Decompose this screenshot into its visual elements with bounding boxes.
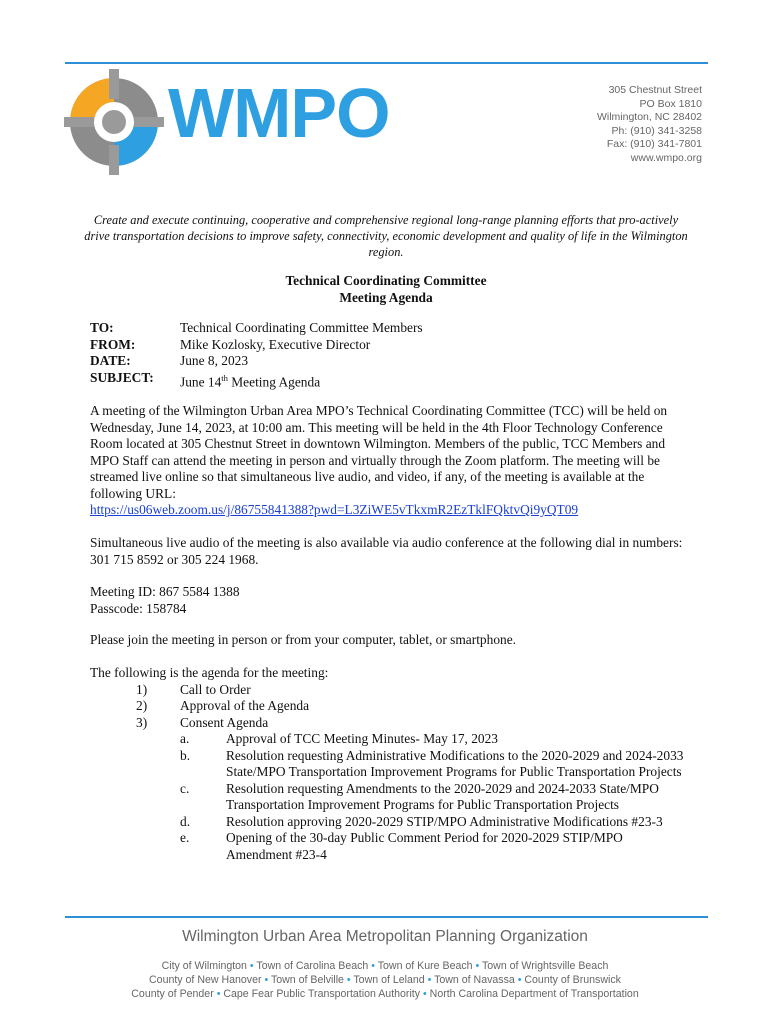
member-city-of-wilmington: City of Wilmington (161, 960, 247, 972)
agenda-item (90, 698, 690, 715)
consent-item (90, 830, 690, 863)
consent-item-text: Resolution requesting Amendments to the 2020-2029 and 2024-2033 State/MPO Transportation Improvement Programs for Public Transportation Projects (226, 780, 659, 812)
memo-date-label: DATE: (90, 353, 131, 368)
meeting-id: Meeting ID: 867 5584 1388 (90, 584, 240, 599)
consent-item (90, 781, 690, 814)
agenda-item-text: Call to Order (180, 681, 251, 697)
bullet-icon: • (264, 974, 269, 986)
join-paragraph: Please join the meeting in person or from your computer, tablet, or smartphone. (90, 632, 516, 647)
header-rule (65, 62, 708, 64)
consent-item (90, 731, 690, 748)
subject-superscript: th (221, 372, 228, 383)
bullet-icon: • (427, 974, 432, 986)
memo-to-label: TO: (90, 320, 114, 335)
consent-item (90, 748, 690, 781)
audio-paragraph: Simultaneous live audio of the meeting is also available via audio conference at the following dial in numbers: 301 715 8592 or 305 224 1968. (90, 535, 683, 567)
consent-item-letter: a. (180, 731, 190, 746)
member-cfpta: Cape Fear Public Transportation Authority (223, 988, 421, 1000)
agenda-item-number: 1) (136, 681, 148, 697)
agenda-intro: The following is the agenda for the meeting: (90, 665, 329, 680)
wmpo-logo-icon (64, 69, 164, 175)
letterhead-address (597, 84, 702, 165)
bullet-icon: • (249, 960, 254, 972)
address-line: Ph: (910) 341-3258 (611, 124, 702, 137)
bullet-icon: • (423, 988, 427, 1000)
footer-organization: Wilmington Urban Area Metropolitan Planning Organization (182, 928, 588, 945)
memo-from-value: Mike Kozlosky, Executive Director (180, 336, 371, 352)
bullet-icon: • (371, 960, 375, 972)
meeting-description: A meeting of the Wilmington Urban Area MPO’s Technical Coordinating Committee (TCC) will be held on Wednesday, June 14, 2023, at 10:00 am. This meeting will be held in the 4th Floor Technology Conference Room located at 305 Chestnut Street in downtown Wilmington. Members of the public, TCC Members and MPO Staff can attend the meeting in person and virtually through the Zoom platform. The meeting will be streamed live online so that simultaneous live audio, and video, if any, of the meeting is available at the following URL: (90, 403, 668, 501)
meeting-paragraph (90, 403, 690, 519)
agenda-item-number: 2) (136, 698, 148, 713)
subject-rest: Meeting Agenda (227, 373, 321, 389)
member-navassa: Town of Navassa (434, 974, 515, 986)
footer-line-1 (0, 959, 770, 973)
consent-item-letter: c. (180, 780, 190, 796)
agenda-item-number: 3) (136, 714, 148, 730)
memo-date-row (90, 353, 423, 370)
member-new-hanover: County of New Hanover (149, 974, 262, 986)
wmpo-logo-text: WMPO (168, 74, 390, 152)
consent-item-letter: b. (180, 747, 191, 763)
meeting-credentials (90, 584, 690, 617)
bullet-icon: • (346, 974, 351, 986)
footer-line-3 (0, 987, 770, 1001)
agenda-item-text: Consent Agenda (180, 714, 269, 730)
memo-to-row (90, 320, 423, 337)
zoom-link[interactable]: https://us06web.zoom.us/j/86755841388?pwd=L3ZiWE5vTkxmR2EzTklFQktvQi9yQT09 (90, 502, 579, 517)
consent-item-text: Resolution approving 2020-2029 STIP/MPO Administrative Modifications #23-3 (226, 813, 663, 829)
passcode: Passcode: 158784 (90, 600, 187, 616)
bullet-icon: • (216, 988, 221, 1000)
title-line-2: Meeting Agenda (339, 289, 433, 305)
address-line: Wilmington, NC 28402 (596, 111, 702, 123)
memo-from-row (90, 337, 423, 354)
agenda-list (90, 665, 690, 863)
subject-date: June 14 (180, 373, 222, 389)
agenda-item (90, 682, 690, 699)
consent-item-letter: e. (180, 830, 190, 845)
agenda-item (90, 715, 690, 732)
memo-header (90, 320, 423, 390)
memo-subject-label: SUBJECT: (90, 369, 154, 385)
address-line: Fax: (910) 341-7801 (606, 138, 702, 150)
footer-line-2 (0, 973, 770, 987)
bullet-icon: • (475, 960, 480, 972)
memo-to-value: Technical Coordinating Committee Members (180, 320, 423, 335)
consent-item-text: Opening of the 30-day Public Comment Period for 2020-2029 STIP/MPO Amendment #23-4 (226, 830, 623, 862)
memo-subject-value (180, 370, 320, 391)
member-brunswick: County of Brunswick (524, 974, 621, 986)
member-ncdot: North Carolina Department of Transportation (429, 988, 639, 1000)
address-line: PO Box 1810 (639, 97, 702, 110)
member-kure-beach: Town of Kure Beach (377, 960, 473, 972)
document-title (90, 273, 682, 306)
footer-rule (65, 916, 708, 918)
member-carolina-beach: Town of Carolina Beach (256, 960, 369, 972)
memo-date-value: June 8, 2023 (180, 353, 249, 368)
footer-municipalities (0, 959, 770, 1001)
member-leland: Town of Leland (353, 974, 425, 986)
consent-item-text: Resolution requesting Administrative Modifications to the 2020-2029 and 2024-2033 State/MPO Transportation Improvement Programs for Public Transportation Projects (226, 747, 684, 779)
address-line: 305 Chestnut Street (608, 84, 702, 96)
memo-from-label: FROM: (90, 336, 136, 352)
consent-item (90, 814, 690, 831)
member-pender: County of Pender (131, 988, 214, 1000)
consent-item-letter: d. (180, 813, 191, 829)
mission-statement: Create and execute continuing, cooperative and comprehensive regional long-range planning efforts that pro-actively drive transportation decisions to improve safety, connectivity, economic development and quality of life in the Wilmington region. (84, 213, 688, 259)
title-line-1: Technical Coordinating Committee (285, 273, 487, 288)
address-line: www.wmpo.org (630, 151, 702, 164)
consent-item-text: Approval of TCC Meeting Minutes- May 17, 2023 (226, 731, 499, 746)
member-belville: Town of Belville (270, 974, 344, 986)
member-wrightsville-beach: Town of Wrightsville Beach (481, 960, 609, 972)
agenda-item-text: Approval of the Agenda (180, 698, 310, 713)
bullet-icon: • (517, 974, 522, 986)
memo-subject-row (90, 370, 423, 391)
